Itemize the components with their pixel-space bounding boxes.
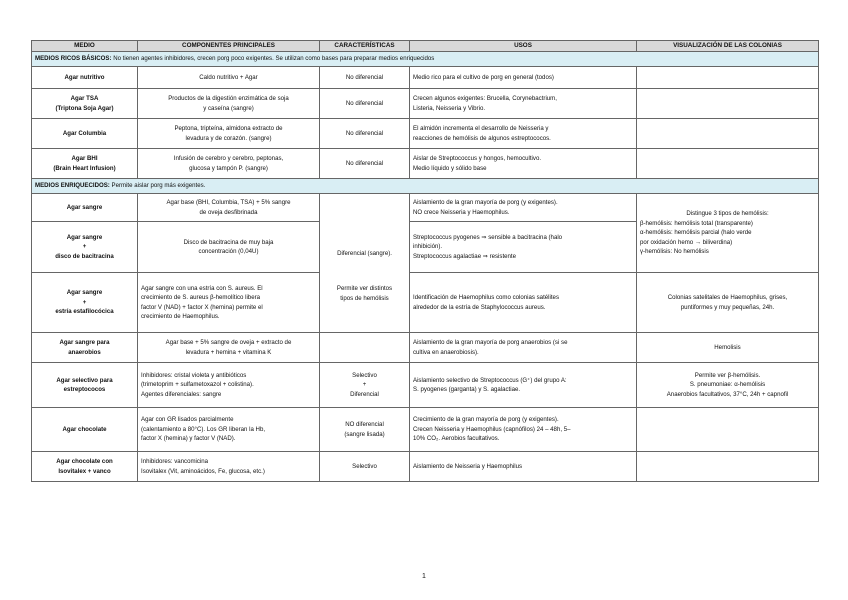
medio-line: Agar sangre (66, 203, 103, 211)
medio-line: Agar sangre (66, 289, 103, 297)
usos-line: Aislar de Streptococcus y hongos, hemocultivo. (413, 155, 542, 163)
medio-cell (32, 408, 138, 452)
section-rich (32, 52, 819, 67)
usos-cell (410, 194, 637, 222)
table-row (32, 363, 819, 408)
medio-line: Agar Columbia (62, 129, 107, 137)
medio-line: disco de bacitracina (55, 252, 114, 260)
componentes-cell (138, 222, 320, 273)
caracteristicas-line: NO diferencial (345, 421, 384, 429)
header-componentes: COMPONENTES PRINCIPALES (138, 41, 320, 52)
medio-line: Agar chocolate con (56, 458, 113, 466)
visualizacion-line: por oxidación hemo → biliverdina) (640, 238, 733, 246)
visualizacion-line: β-hemólisis: hemólisis total (transparente) (640, 219, 753, 227)
medio-line: (Triptona Soja Agar) (55, 104, 114, 112)
section-enriched (32, 179, 819, 194)
medio-cell (32, 194, 138, 222)
usos-cell (410, 452, 637, 482)
visualizacion-line: Permite ver β-hemólisis. (694, 371, 761, 379)
componentes-line: (trimetoprim + sulfametoxazol + colistina). (141, 381, 254, 389)
visualizacion-cell (637, 149, 819, 179)
usos-line: 10% CO₂. Aerobios facultativos. (413, 435, 500, 443)
culture-media-table (31, 40, 819, 482)
componentes-cell (138, 452, 320, 482)
componentes-line: Peptona, tripteína, almidona extracto de (174, 125, 283, 133)
usos-cell (410, 408, 637, 452)
usos-cell (410, 119, 637, 149)
componentes-line: (calentamiento a 80°C). Los GR liberan la Hb, (141, 425, 266, 433)
usos-line: cultiva en anaerobiosis). (413, 348, 479, 356)
medio-cell (32, 67, 138, 89)
componentes-cell (138, 408, 320, 452)
medio-line: Agar sangre (66, 233, 103, 241)
medio-cell (32, 363, 138, 408)
caracteristicas-cell (320, 452, 410, 482)
caracteristicas-cell: No diferencial (320, 119, 410, 149)
usos-line: Aislamiento de Neisseria y Haemophilus (413, 462, 523, 470)
medio-cell (32, 222, 138, 273)
visualizacion-line: Hemolisis (714, 343, 741, 351)
table-row (32, 408, 819, 452)
componentes-line: Agar sangre con una estría con S. aureus. El (141, 284, 263, 292)
componentes-line: factor V (NAD) + factor X (hemina) permite el (141, 303, 263, 311)
visualizacion-cell (637, 363, 819, 408)
componentes-line: Infusión de cerebro y cerebro, peptonas, (173, 155, 284, 163)
caracteristicas-cell: No diferencial (320, 89, 410, 119)
visualizacion-line: Colonias satelitales de Haemophilus, grises, (667, 294, 788, 302)
usos-line: El almidón incrementa el desarrollo de Neisseria y (413, 125, 549, 133)
usos-line: Crecen Neisseria y Haemophilus (capnófilos) 24 – 48h, 5– (413, 425, 571, 433)
table-row (32, 89, 819, 119)
usos-cell (410, 89, 637, 119)
componentes-line: Agar con GR lisados parcialmente (141, 416, 234, 424)
usos-line: Aislamiento de la gran mayoría de porg anaerobios (si se (413, 339, 568, 347)
section-enriched-title: MEDIOS ENRIQUECIDOS: (35, 182, 110, 190)
page-number: 1 (422, 573, 426, 580)
componentes-line: Isovitalex (Vit, aminoácidos, Fe, glucosa, etc.) (141, 467, 265, 475)
componentes-cell (138, 149, 320, 179)
usos-line: inhibición). (413, 243, 443, 251)
usos-line: alrededor de la estría de Staphylococcus aureus. (413, 303, 546, 311)
usos-line: Crecen algunos exigentes: Brucella, Corynebactrium, (413, 95, 557, 103)
section-enriched-text: Permite aislar porg más exigentes. (109, 182, 206, 190)
componentes-line: Agentes diferenciales: sangre (141, 390, 222, 398)
caracteristicas-cell (320, 363, 410, 408)
usos-line: Crecimiento de la gran mayoría de porg (y exigentes). (413, 416, 559, 424)
componentes-line: Caldo nutritivo + Agar (199, 73, 258, 81)
usos-line: reacciones de hemólisis de algunos estreptococos. (413, 134, 551, 142)
visualizacion-cell (637, 89, 819, 119)
usos-line: Aislamiento selectivo de Streptococcus (G⁺) del grupo A: (413, 376, 567, 384)
visualizacion-cell (637, 408, 819, 452)
componentes-line: Inhibidores: vancomicina (141, 458, 209, 466)
usos-line: S. pyogenes (garganta) y S. agalactiae. (413, 386, 521, 393)
visualizacion-cell (637, 67, 819, 89)
usos-line: Aislamiento de la gran mayoría de porg (y exigentes). (413, 199, 558, 207)
usos-line: Streptococcus pyogenes ⇒ sensible a bacitracina (halo (413, 233, 563, 241)
section-rich-title: MEDIOS RICOS BÁSICOS: (35, 55, 112, 63)
visualizacion-cell (637, 119, 819, 149)
section-rich-row (32, 52, 819, 67)
medio-cell (32, 452, 138, 482)
caracteristicas-cell: No diferencial (320, 67, 410, 89)
visualizacion-line: γ-hemólisis: No hemólisis (640, 248, 709, 256)
usos-cell (410, 363, 637, 408)
medio-cell (32, 273, 138, 333)
usos-line: NO crece Neisseria y Haemophilus. (413, 208, 510, 216)
visualizacion-line: puntiformes y muy pequeñas, 24h. (680, 303, 775, 311)
componentes-line: levadura y de corazón. (sangre) (185, 134, 272, 142)
visualizacion-line: Anaerobios facultativos, 37°C, 24h + capnofil (666, 390, 789, 398)
componentes-cell (138, 194, 320, 222)
caracteristicas-cell (320, 408, 410, 452)
section-enriched-row (32, 179, 819, 194)
componentes-line: Productos de la digestión enzimática de soja (168, 95, 289, 103)
componentes-cell (138, 273, 320, 333)
usos-cell (410, 149, 637, 179)
caracteristicas-line: Permite ver distintos (336, 285, 393, 293)
componentes-line: Inhibidores: cristal violeta y antibióticos (141, 371, 247, 379)
section-rich-text: No tienen agentes inhibidores, crecen porg poco exigentes. Se utilizan como bases para preparar medios enriquecidos (111, 55, 435, 63)
componentes-line: concentración (0,04U) (198, 248, 259, 255)
table-row (32, 67, 819, 89)
medio-line: estría estafilocócica (55, 308, 114, 316)
componentes-line: factor X (hemina) y factor V (NAD). (141, 435, 236, 443)
medio-line: Agar nutritivo (64, 73, 105, 81)
usos-line: Identificación de Haemophilus como colonias satélites (413, 294, 559, 302)
componentes-line: de oveja desfibrinada (199, 208, 258, 216)
table-row (32, 452, 819, 482)
table-row (32, 333, 819, 363)
visualizacion-cell (637, 273, 819, 333)
table-row (32, 194, 819, 222)
visualizacion-line: Distingue 3 tipos de hemólisis: (686, 210, 769, 218)
medio-line: anaerobios (68, 348, 101, 356)
componentes-line: levadura + hemina + vitamina K (185, 348, 272, 356)
caracteristicas-cell: No diferencial (320, 149, 410, 179)
table-row (32, 149, 819, 179)
medio-line: + (82, 243, 87, 251)
caracteristicas-line: Diferencial (sangre). (337, 249, 392, 257)
usos-cell (410, 67, 637, 89)
medio-line: Agar chocolate (62, 425, 107, 433)
usos-cell (410, 273, 637, 333)
medio-cell (32, 119, 138, 149)
caracteristicas-line: Selectivo (352, 371, 377, 379)
componentes-line: crecimiento de S. aureus β-hemolítico libera (141, 294, 261, 302)
visualizacion-cell (637, 452, 819, 482)
header-caracteristicas: CARACTERÍSTICAS (320, 41, 410, 52)
usos-line: Listeria, Neisseria y Vibrio. (413, 104, 486, 112)
componentes-line: Disco de bacitracina de muy baja (183, 238, 274, 246)
visualizacion-line: α-hemólisis: hemólisis parcial (halo verde (640, 229, 752, 237)
medio-line: Agar sangre para (59, 339, 110, 347)
medio-line: Agar selectivo para (56, 376, 113, 384)
componentes-cell (138, 119, 320, 149)
header-visualizacion: VISUALIZACIÓN DE LAS COLONIAS (637, 41, 819, 52)
medio-line: + (82, 298, 87, 306)
usos-line: Medio rico para el cultivo de porg en general (todos) (413, 73, 554, 81)
componentes-line: Agar base (BHI, Columbia, TSA) + 5% sangre (166, 199, 291, 207)
componentes-line: y caseína (sangre) (203, 104, 254, 112)
header-usos: USOS (410, 41, 637, 52)
caracteristicas-line: (sangre lisada) (344, 430, 385, 438)
componentes-line: glucosa y tampón P. (sangre) (189, 164, 268, 172)
caracteristicas-line: + (362, 381, 367, 389)
usos-cell (410, 333, 637, 363)
componentes-line: Agar base + 5% sangre de oveja + extracto de (165, 339, 292, 347)
componentes-cell (138, 333, 320, 363)
caracteristicas-blood-group (320, 194, 410, 333)
caracteristicas-cell (320, 333, 410, 363)
componentes-cell (138, 89, 320, 119)
usos-line: Medio líquido y sólido base (413, 164, 487, 172)
visualizacion-line: S. pneumoniae: α-hemólisis (689, 381, 766, 389)
medio-cell (32, 149, 138, 179)
header-row (32, 41, 819, 52)
medio-line: (Brain Heart Infusion) (53, 164, 116, 172)
componentes-line: crecimiento de Haemophilus. (141, 312, 220, 320)
medio-cell (32, 89, 138, 119)
medio-line: Isovitalex + vanco (58, 467, 111, 475)
componentes-cell (138, 67, 320, 89)
caracteristicas-line: Diferencial (350, 390, 379, 398)
caracteristicas-line: Selectivo (352, 462, 377, 470)
table-row (32, 119, 819, 149)
medio-line: Agar BHI (71, 155, 98, 163)
visualizacion-cell (637, 333, 819, 363)
medio-line: estreptococos (63, 386, 106, 393)
medio-line: Agar TSA (70, 95, 99, 103)
caracteristicas-line: tipos de hemólisis (340, 294, 389, 302)
header-medio: MEDIO (32, 41, 138, 52)
visualizacion-hemolisis-types (637, 194, 819, 273)
componentes-cell (138, 363, 320, 408)
medio-cell (32, 333, 138, 363)
usos-line: Streptococcus agalactiae ⇒ resistente (413, 252, 516, 260)
table-row (32, 273, 819, 333)
usos-cell (410, 222, 637, 273)
